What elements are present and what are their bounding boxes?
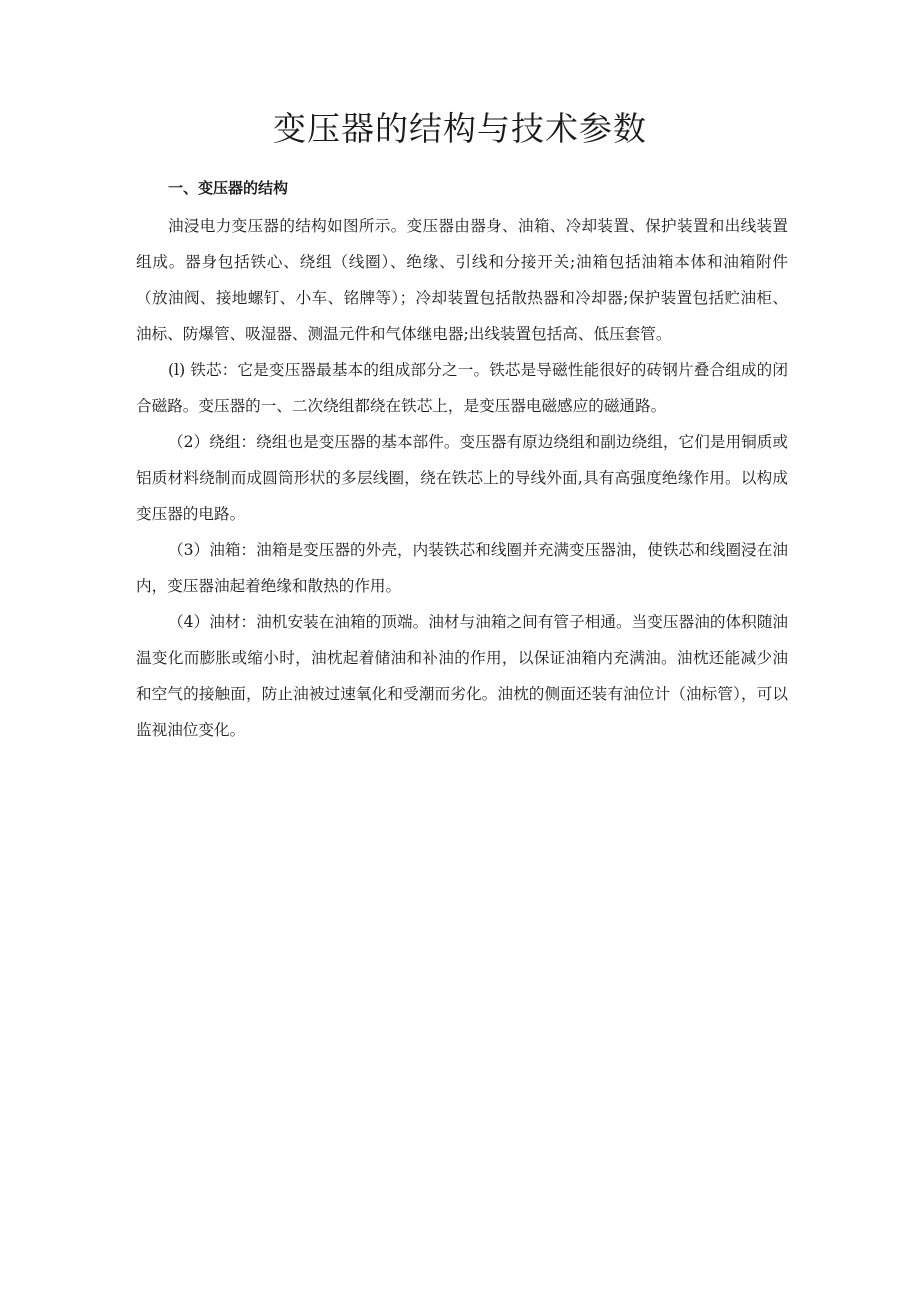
- paragraph-iron-core: (l) 铁芯：它是变压器最基本的组成部分之一。铁芯是导磁性能很好的砖钢片叠合组成的闭合磁路。变压器的一、二次绕组都绕在铁芯上，是变压器电磁感应的磁通路。: [136, 361, 788, 415]
- section-heading: 一、变压器的结构: [168, 179, 289, 197]
- paragraph-oil-tank: （3）油箱：油箱是变压器的外壳，内装铁芯和线圈并充满变压器油，使铁芯和线圈浸在油内，变压器油起着绝缘和散热的作用。: [136, 541, 788, 595]
- document-body: [136, 208, 788, 748]
- document-title: 变压器的结构与技术参数: [273, 109, 647, 148]
- paragraph-overview: 油浸电力变压器的结构如图所示。变压器由器身、油箱、冷却装置、保护装置和出线装置组成。器身包括铁心、绕组（线圈）、绝缘、引线和分接开关;油箱包括油箱本体和油箱附件（放油阀、接地螺钉、小车、铭牌等）；冷却装置包括散热器和冷却器;保护装置包括贮油柜、油标、防爆管、吸湿器、测温元件和气体继电器;出线装置包括高、低压套管。: [136, 217, 788, 343]
- paragraph-conservator: （4）油材：油机安装在油箱的顶端。油材与油箱之间有管子相通。当变压器油的体积随油温变化而膨胀或缩小时，油枕起着储油和补油的作用，以保证油箱内充满油。油枕还能减少油和空气的接触面，防止油被过速氧化和受潮而劣化。油枕的侧面还装有油位计（油标管），可以监视油位变化。: [136, 613, 788, 739]
- paragraph-winding: （2）绕组：绕组也是变压器的基本部件。变压器有原边绕组和副边绕组，它们是用铜质或铝质材料绕制而成圆筒形状的多层线圈，绕在铁芯上的导线外面,具有高强度绝缘作用。以构成变压器的电路。: [136, 433, 788, 523]
